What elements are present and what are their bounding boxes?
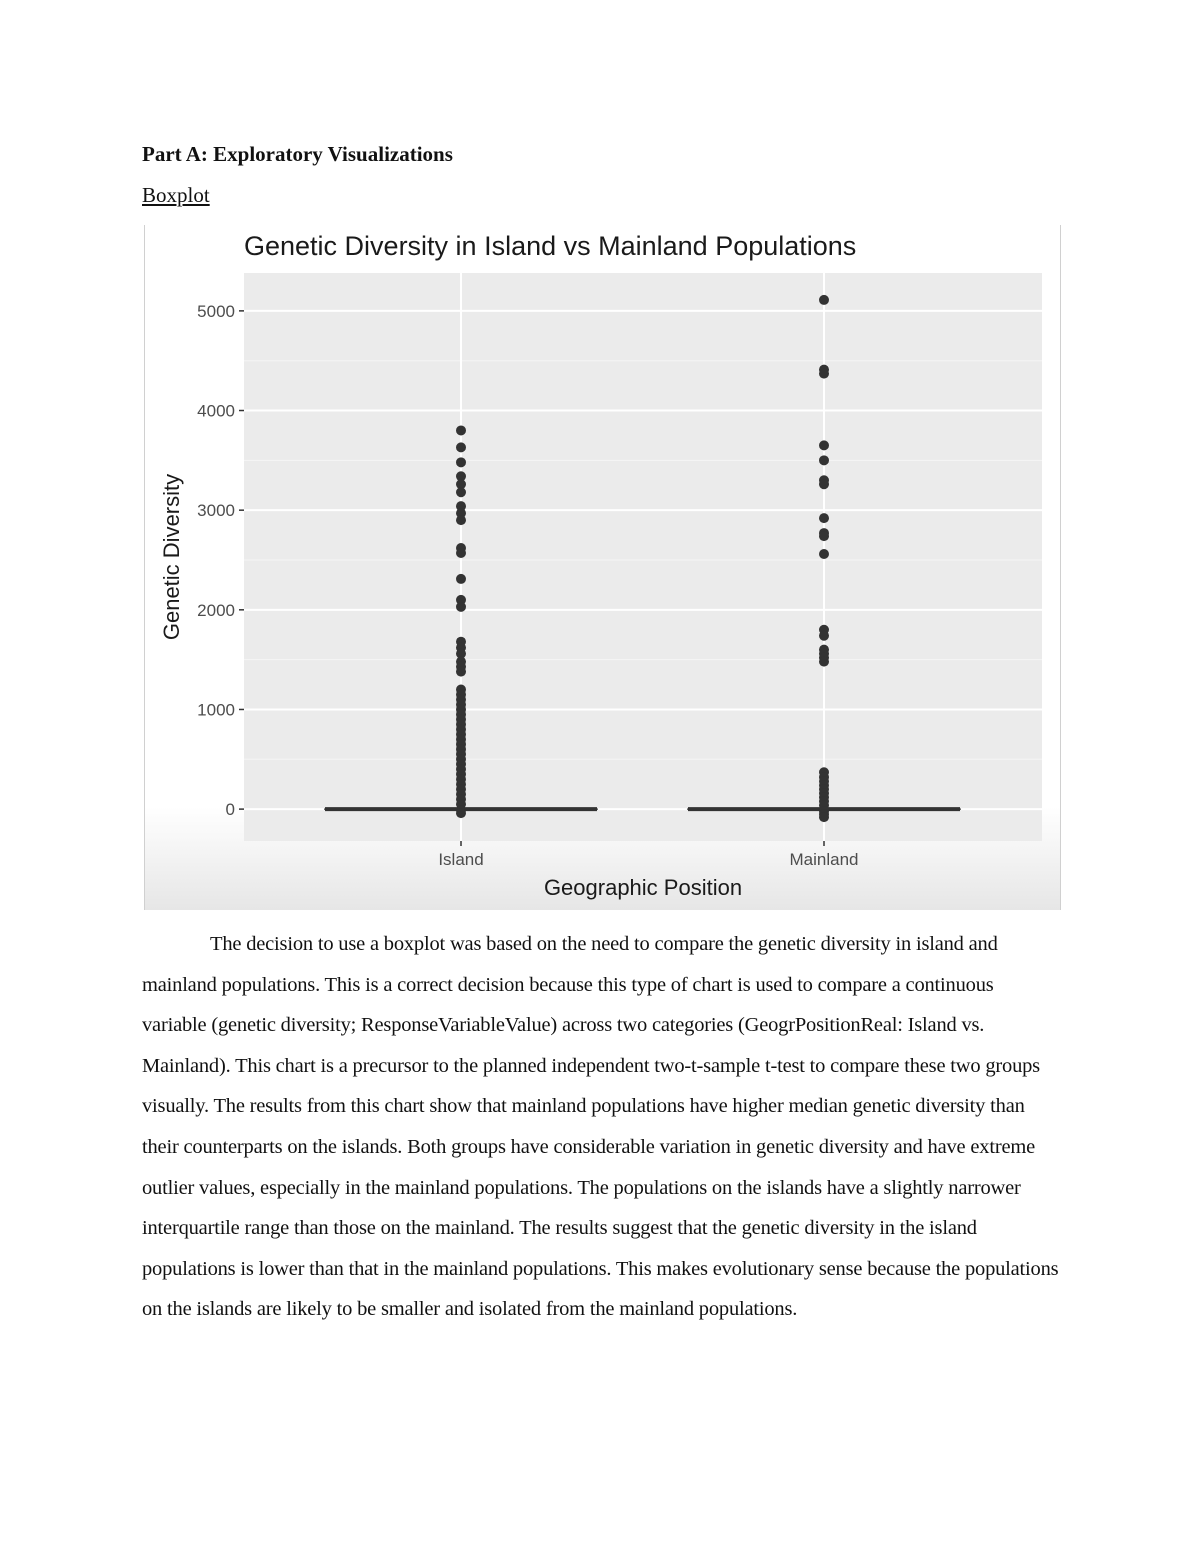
x-tick-label: Island: [438, 850, 484, 869]
subsection-heading: Boxplot: [142, 183, 210, 207]
outlier-point: [456, 602, 466, 612]
y-tick-label: 4000: [197, 401, 235, 421]
y-tick-label: 1000: [197, 700, 235, 720]
outlier-point: [456, 808, 466, 818]
outlier-point: [456, 487, 466, 497]
x-axis-label: Geographic Position: [543, 875, 743, 900]
y-tick-label: 5000: [197, 301, 235, 321]
outlier-point: [456, 515, 466, 525]
outlier-point: [456, 442, 466, 452]
outlier-point: [819, 657, 829, 667]
outlier-point: [456, 457, 466, 467]
outlier-point: [819, 549, 829, 559]
outlier-point: [456, 667, 466, 677]
y-axis-label: Genetic Diversity: [159, 473, 184, 641]
outlier-point: [819, 513, 829, 523]
outlier-point: [819, 369, 829, 379]
y-tick-label: 3000: [197, 501, 235, 521]
y-tick-label: 0: [225, 800, 235, 820]
section-heading: Part A: Exploratory Visualizations: [142, 142, 453, 166]
outlier-point: [819, 455, 829, 465]
outlier-point: [456, 425, 466, 435]
outlier-point: [819, 531, 829, 541]
outlier-point: [819, 631, 829, 641]
outlier-point: [819, 479, 829, 489]
y-tick-label: 2000: [197, 600, 235, 620]
boxplot-chart: [144, 225, 1061, 910]
outlier-point: [456, 548, 466, 558]
body-paragraph: The decision to use a boxplot was based on the need to compare the genetic diversity in island and mainland populations. This is a correct decision because this type of chart is used to compare a continuous variable (genetic diversity; ResponseVariableValue) across two categories (GeogrPositionReal: Island vs. Mainland). This chart is a precursor to the planned independent two-t-sample t-test to compare these two groups visually. The results from this chart show that mainland populations have higher median genetic diversity than their counterparts on the islands. Both groups have considerable variation in genetic diversity and have extreme outlier values, especially in the mainland populations. The populations on the islands have a slightly narrower interquartile range than those on the mainland. The results suggest that the genetic diversity in the island populations is lower than that in the mainland populations. This makes evolutionary sense because the populations on the islands are likely to be smaller and isolated from the mainland populations.: [142, 933, 1059, 1321]
outlier-point: [456, 574, 466, 584]
outlier-point: [819, 440, 829, 450]
outlier-point: [819, 812, 829, 822]
x-tick-label: Mainland: [789, 850, 859, 869]
plot-panel: [244, 273, 1042, 841]
chart-title: Genetic Diversity in Island vs Mainland Populations: [244, 231, 857, 261]
outlier-point: [819, 295, 829, 305]
boxplot-figure: [144, 225, 1061, 910]
